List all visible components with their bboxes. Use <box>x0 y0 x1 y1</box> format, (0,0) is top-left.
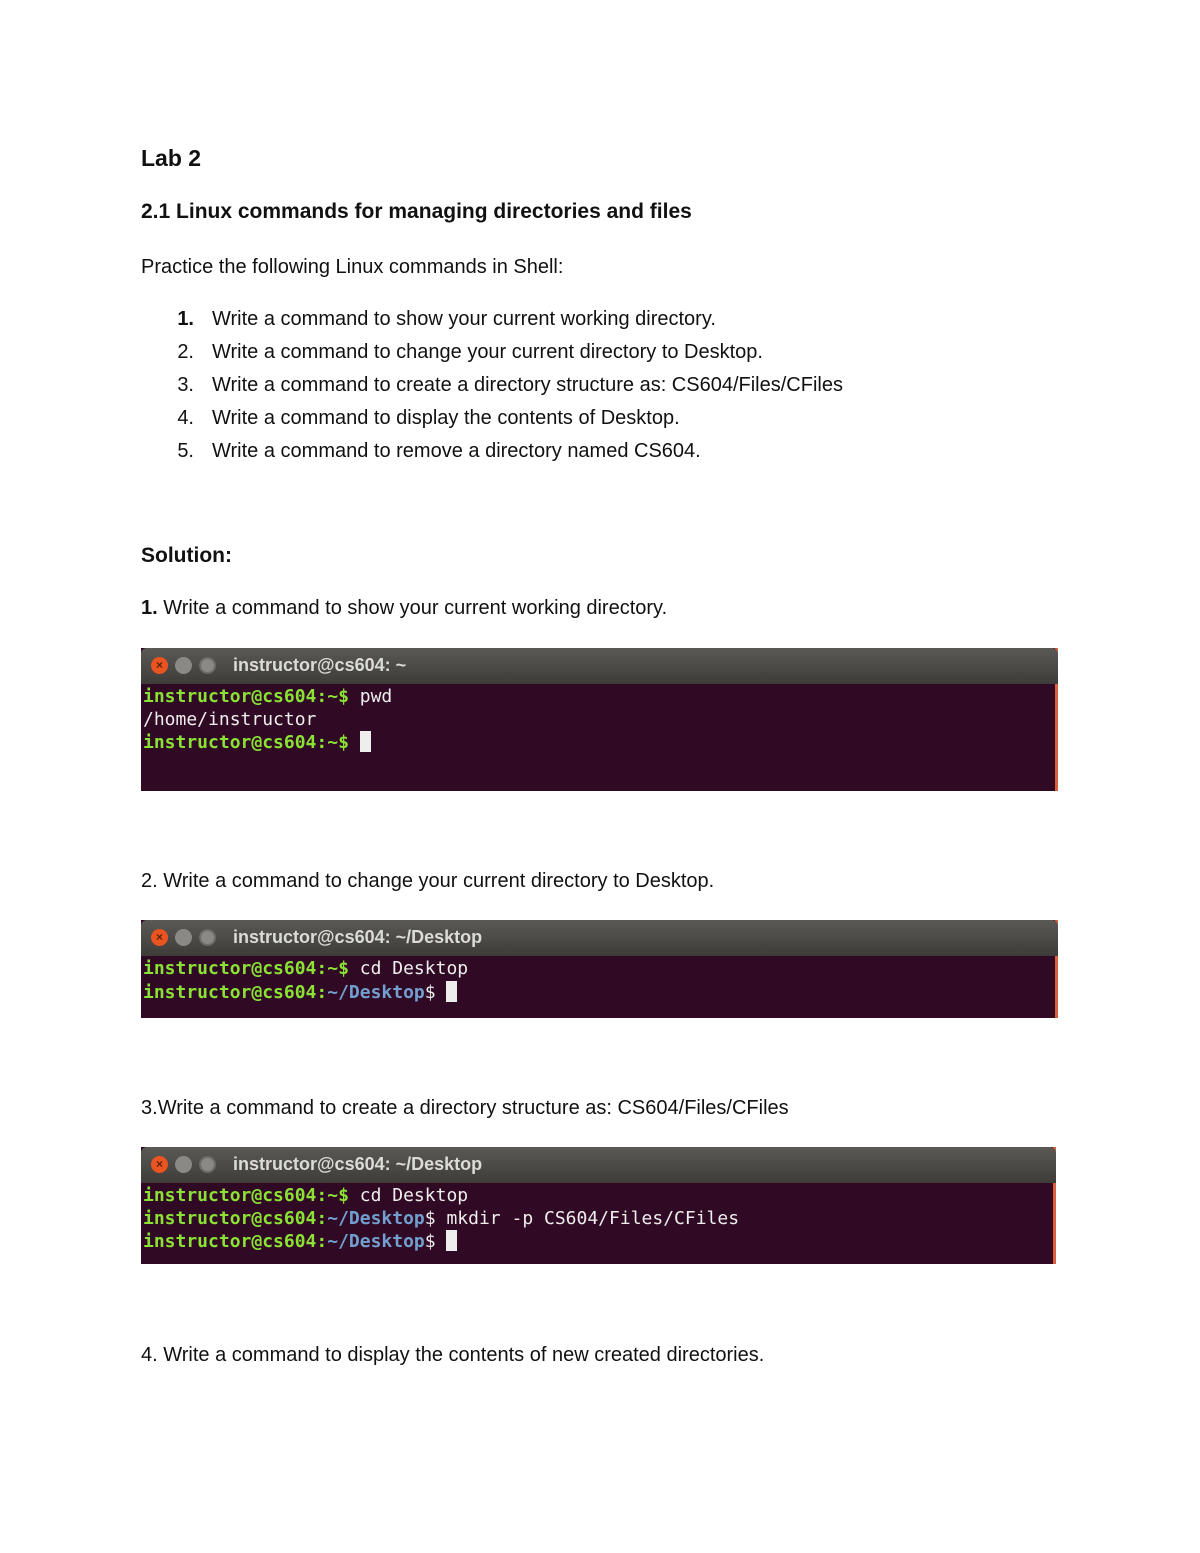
solution-step-3 <box>141 1097 789 1120</box>
shell-prompt-end: $ <box>424 1207 436 1229</box>
solution-step-1 <box>141 597 667 620</box>
shell-command <box>349 732 360 753</box>
terminal-window-2 <box>141 920 1058 1018</box>
shell-prompt: instructor@cs604: <box>143 1231 328 1252</box>
shell-command: cd Desktop <box>348 958 469 979</box>
section-heading: 2.1 Linux commands for managing directories and files <box>141 200 692 223</box>
step-number: 2. <box>141 870 158 892</box>
task-number: 2. <box>177 341 194 363</box>
terminal-line <box>143 686 1055 709</box>
terminal-output[interactable] <box>141 684 1055 754</box>
maximize-icon[interactable] <box>199 657 216 674</box>
task-text: Write a command to change your current directory to Desktop. <box>212 341 763 363</box>
shell-prompt-end: $ <box>424 1231 436 1252</box>
task-text: Write a command to create a directory structure as: CS604/Files/CFiles <box>212 374 843 396</box>
terminal-line <box>143 1208 1053 1231</box>
task-number: 3. <box>177 374 194 396</box>
shell-prompt: instructor@cs604: <box>143 1207 328 1229</box>
step-number: 3. <box>141 1097 158 1119</box>
step-text: Write a command to show your current working directory. <box>157 597 668 619</box>
shell-command <box>436 1231 447 1252</box>
terminal-output[interactable] <box>141 1183 1053 1253</box>
intro-text: Practice the following Linux commands in Shell: <box>141 256 564 278</box>
step-number: 4. <box>141 1344 158 1366</box>
terminal-titlebar <box>141 648 1058 684</box>
minimize-icon[interactable] <box>175 1156 192 1173</box>
task-item <box>141 374 843 407</box>
maximize-icon[interactable] <box>199 1156 216 1173</box>
terminal-line <box>143 709 1055 732</box>
shell-output: /home/instructor <box>143 708 317 730</box>
shell-prompt: instructor@cs604:~$ <box>143 732 349 753</box>
terminal-window-1 <box>141 648 1058 791</box>
shell-command <box>436 982 447 1003</box>
minimize-icon[interactable] <box>175 929 192 946</box>
shell-command: cd Desktop <box>348 1185 469 1206</box>
maximize-icon[interactable] <box>199 929 216 946</box>
shell-command: pwd <box>348 686 393 707</box>
step-text: Write a command to create a directory structure as: CS604/Files/CFiles <box>157 1097 789 1119</box>
step-number: 1. <box>141 597 158 619</box>
terminal-line <box>143 731 1055 754</box>
close-icon[interactable]: × <box>151 1156 168 1173</box>
terminal-line <box>143 958 1055 981</box>
close-icon[interactable]: × <box>151 929 168 946</box>
solution-heading: Solution: <box>141 544 232 567</box>
shell-prompt: instructor@cs604: <box>143 981 328 1003</box>
task-number: 1. <box>177 308 194 330</box>
terminal-title: instructor@cs604: ~/Desktop <box>233 927 483 947</box>
cursor <box>446 981 457 1002</box>
terminal-title: instructor@cs604: ~ <box>233 655 407 675</box>
task-item <box>141 308 843 341</box>
shell-prompt-end: $ <box>424 981 436 1003</box>
step-text: Write a command to change your current directory to Desktop. <box>157 870 715 892</box>
minimize-icon[interactable] <box>175 657 192 674</box>
terminal-line <box>143 1185 1053 1208</box>
terminal-titlebar <box>141 920 1058 956</box>
task-item <box>141 440 843 473</box>
task-number: 4. <box>177 407 194 429</box>
shell-path: ~/Desktop <box>327 1207 425 1229</box>
terminal-line <box>143 1230 1053 1253</box>
task-item <box>141 341 843 374</box>
terminal-line <box>143 981 1055 1004</box>
shell-path: ~/Desktop <box>327 1231 425 1252</box>
task-text: Write a command to display the contents of Desktop. <box>212 407 680 429</box>
task-list <box>141 308 843 473</box>
close-icon[interactable]: × <box>151 657 168 674</box>
terminal-window-3 <box>141 1147 1056 1264</box>
task-text: Write a command to show your current working directory. <box>212 308 716 330</box>
terminal-titlebar <box>141 1147 1056 1183</box>
cursor <box>446 1230 457 1251</box>
task-number: 5. <box>177 440 194 462</box>
shell-path: ~/Desktop <box>327 981 425 1003</box>
shell-prompt: instructor@cs604:~$ <box>143 958 349 979</box>
step-text: Write a command to display the contents of new created directories. <box>157 1344 765 1366</box>
solution-step-2 <box>141 870 714 893</box>
solution-step-4 <box>141 1344 764 1367</box>
terminal-output[interactable] <box>141 956 1055 1003</box>
lab-title: Lab 2 <box>141 145 202 171</box>
shell-prompt: instructor@cs604:~$ <box>143 686 349 707</box>
terminal-title: instructor@cs604: ~/Desktop <box>233 1154 483 1174</box>
shell-prompt: instructor@cs604:~$ <box>143 1185 349 1206</box>
shell-command: mkdir -p CS604/Files/CFiles <box>435 1207 740 1229</box>
task-item <box>141 407 843 440</box>
task-text: Write a command to remove a directory named CS604. <box>212 440 701 462</box>
cursor <box>360 731 371 752</box>
